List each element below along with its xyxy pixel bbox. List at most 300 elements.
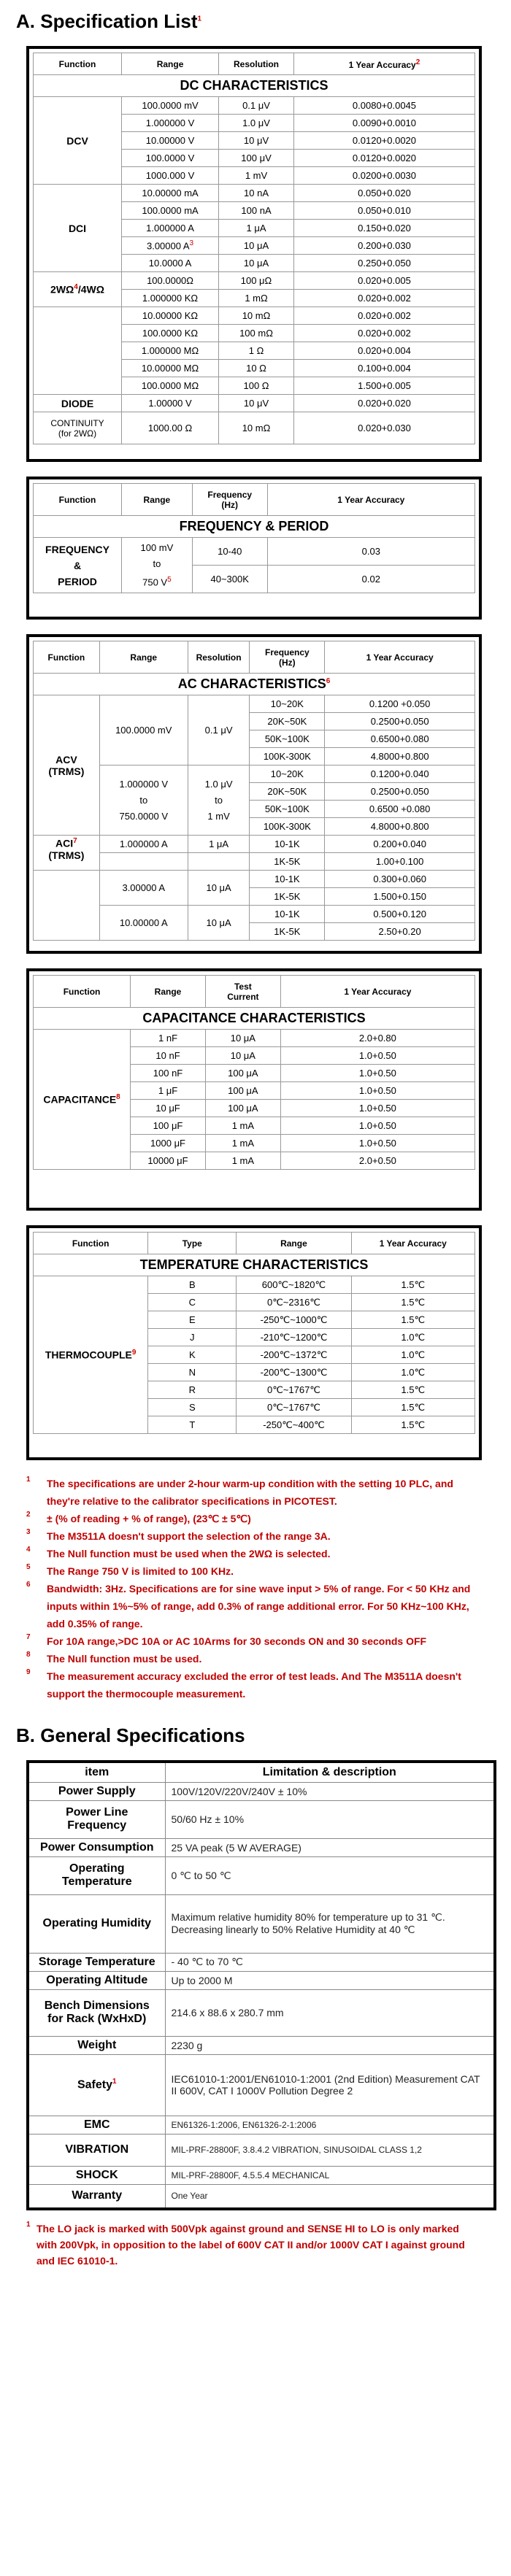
cell: 40~300K (192, 566, 267, 593)
cell: 0.020+0.004 (293, 342, 474, 360)
cell: 10 μA (219, 237, 294, 255)
fn-ohm-label2: /4WΩ (77, 283, 104, 296)
footnote-number: 3 (26, 1528, 31, 1536)
footnote-ref: 4 (74, 283, 78, 292)
cell: 10 μA (188, 871, 250, 906)
spec-key: Operating Humidity (28, 1894, 165, 1953)
cell: 1.0℃ (351, 1329, 474, 1346)
cell: 100.0000 KΩ (122, 325, 219, 342)
fn-acv-label: ACV (55, 753, 77, 766)
cell: 10 μA (219, 255, 294, 272)
fn-thermocouple-label: THERMOCOUPLE (45, 1349, 132, 1361)
cell: 100.0000 MΩ (122, 377, 219, 395)
footnote-ref: 8 (116, 1093, 120, 1102)
footnote-number: 5 (26, 1563, 31, 1571)
spec-value: - 40 ℃ to 70 ℃ (165, 1953, 495, 1971)
footnote-number: 6 (26, 1581, 31, 1589)
cell: 1 μA (188, 836, 250, 853)
cell: K (148, 1346, 237, 1364)
cell: 1000.00 Ω (122, 412, 219, 444)
cell-text: 1.0 μV (204, 778, 233, 790)
spec-value: 50/60 Hz ± 10% (165, 1800, 495, 1838)
cell: 4.8000+0.800 (325, 818, 475, 836)
cell: 0.2500+0.050 (325, 713, 475, 730)
cell: 1.0+0.50 (280, 1135, 474, 1152)
cell-text: 750.0000 V (119, 810, 168, 822)
footnote-number: 7 (26, 1633, 31, 1641)
col-function: Function (34, 1233, 148, 1254)
cell: 1.5℃ (351, 1416, 474, 1434)
fn-diode: DIODE (34, 395, 122, 412)
cell: 0.1200+0.040 (325, 766, 475, 783)
cell: 1.0 μV (219, 115, 294, 132)
footnote-text: The measurement accuracy excluded the error of test leads. And The M3511A doesn't support the thermocouple measurement. (47, 1670, 461, 1700)
cell: 1.5℃ (351, 1311, 474, 1329)
cell: 100.0000 mV (99, 695, 188, 766)
spec-key: Power Consumption (28, 1838, 165, 1856)
cell: 0℃~1767℃ (237, 1381, 351, 1399)
cell: 10-1K (250, 871, 325, 888)
cell: 3.00000 A (99, 871, 188, 906)
cell: 1.500+0.005 (293, 377, 474, 395)
cell: 0.1 μV (219, 97, 294, 115)
cell: 1.000000 V (122, 115, 219, 132)
cell: 100.0000 V (122, 150, 219, 167)
cell: 1.0+0.50 (280, 1117, 474, 1135)
cell: 10 μV (219, 395, 294, 412)
col-frequency (192, 484, 267, 516)
fn-continuity-for: (for 2WΩ) (58, 428, 97, 439)
cell: 0.6500+0.080 (325, 730, 475, 748)
col-test-label: Test (234, 981, 252, 992)
footnote-number: 9 (26, 1668, 31, 1676)
cell: -200℃~1372℃ (237, 1346, 351, 1364)
cell: 10 μA (205, 1030, 280, 1047)
cell: 1.0℃ (351, 1364, 474, 1381)
cell: 10.00000 V (122, 132, 219, 150)
cell: 10-1K (250, 906, 325, 923)
cell: 1.0℃ (351, 1346, 474, 1364)
col-accuracy: 1 Year Accuracy (351, 1233, 474, 1254)
cell: 100 μA (205, 1082, 280, 1100)
cell: 1 μA (219, 220, 294, 237)
col-range: Range (99, 641, 188, 674)
spec-value: IEC61010-1:2001/EN61010-1:2001 (2nd Edition) Measurement CAT II 600V, CAT I 1000V Pollution Degree 2 (165, 2054, 495, 2116)
cell: 100 nF (131, 1065, 206, 1082)
cell: 10000 μF (131, 1152, 206, 1170)
section-b-title: B. General Specifications (16, 1724, 245, 1746)
spec-key: EMC (28, 2116, 165, 2134)
cell: 0.02 (267, 566, 474, 593)
col-test-current (205, 976, 280, 1008)
spec-key: Operating Altitude (28, 1971, 165, 1989)
cell: 0.03 (267, 538, 474, 566)
footnote-number: 1 (26, 1476, 31, 1484)
spec-value: MIL-PRF-28800F, 4.5.5.4 MECHANICAL (165, 2166, 495, 2184)
spec-key-safety (28, 2054, 165, 2116)
cell: 10 μV (219, 132, 294, 150)
cell: 10.00000 KΩ (122, 307, 219, 325)
spec-value (165, 1894, 495, 1953)
cell-text: 1.000000 V (119, 778, 168, 790)
col-frequency-label: Frequency (265, 647, 310, 658)
cell: 0.150+0.020 (293, 220, 474, 237)
cell: 0.100+0.004 (293, 360, 474, 377)
footnote-ref: 7 (73, 837, 77, 845)
col-accuracy: 1 Year Accuracy (325, 641, 475, 674)
cell: 100 μF (131, 1117, 206, 1135)
col-range: Range (131, 976, 206, 1008)
cell: C (148, 1294, 237, 1311)
temperature-characteristics-table (26, 1225, 482, 1460)
col-accuracy-label: 1 Year Accuracy (348, 59, 416, 70)
cell: 1 mA (205, 1117, 280, 1135)
spec-key-text: Safety (77, 2078, 112, 2091)
cell: 100 μA (205, 1100, 280, 1117)
cell: 1.00+0.100 (325, 853, 475, 871)
cell: 50K~100K (250, 730, 325, 748)
cell: 1K-5K (250, 853, 325, 871)
fp-title: FREQUENCY & PERIOD (34, 516, 475, 538)
spec-key: Weight (28, 2036, 165, 2054)
cell: 100 μA (205, 1065, 280, 1082)
cell: 0.0120+0.0020 (293, 150, 474, 167)
footnote-number: 2 (26, 1511, 31, 1519)
cell: J (148, 1329, 237, 1346)
col-frequency-label: Frequency (207, 489, 253, 500)
footnote (26, 1527, 482, 1545)
cell: 100 Ω (219, 377, 294, 395)
cell: 0.020+0.005 (293, 272, 474, 290)
cell: 0.020+0.030 (293, 412, 474, 444)
fp-range-high: 750 V (142, 576, 168, 588)
cell: 0.300+0.060 (325, 871, 475, 888)
cell: 100K-300K (250, 818, 325, 836)
spec-value: 2230 g (165, 2036, 495, 2054)
cell: 0.020+0.020 (293, 395, 474, 412)
col-function: Function (34, 53, 122, 75)
footnote-ref: 1 (112, 2078, 117, 2086)
footnote (26, 1580, 482, 1632)
cell: 10~20K (250, 695, 325, 713)
footnote-ref: 1 (197, 15, 202, 23)
cell: 0.050+0.010 (293, 202, 474, 220)
fn-ohm-label: 2WΩ (50, 283, 74, 296)
fn-period: PERIOD (58, 575, 97, 587)
cell: 100 nA (219, 202, 294, 220)
fn-continuity-label: CONTINUITY (50, 417, 104, 428)
cell: 10-1K (250, 836, 325, 853)
cell: 1.500+0.150 (325, 888, 475, 906)
footnote-text: The specifications are under 2-hour warm-up condition with the setting 10 PLC, and they're relative to the calibrator specifications in PICOTEST. (47, 1478, 453, 1507)
footnote (26, 1632, 482, 1650)
col-range: Range (122, 53, 219, 75)
cell: 1 mA (205, 1135, 280, 1152)
col-function: Function (34, 484, 122, 516)
cell: 20K~50K (250, 783, 325, 801)
cell: 10 μF (131, 1100, 206, 1117)
cell: 1.0+0.50 (280, 1100, 474, 1117)
footnote (26, 1650, 482, 1667)
fn-frequency-period (34, 538, 122, 593)
cell: 600℃~1820℃ (237, 1276, 351, 1294)
spec-key: Power Supply (28, 1782, 165, 1800)
cell: 1.5℃ (351, 1381, 474, 1399)
footnote-ref: 5 (167, 575, 172, 584)
cell: 0.0080+0.0045 (293, 97, 474, 115)
spec-value: 100V/120V/220V/240V ± 10% (165, 1782, 495, 1800)
ac-title (34, 674, 475, 695)
col-limitation: Limitation & description (165, 1762, 495, 1782)
spec-key: VIBRATION (28, 2134, 165, 2166)
cell (34, 871, 100, 941)
cell: -210℃~1200℃ (237, 1329, 351, 1346)
cell: 0.020+0.002 (293, 290, 474, 307)
footnote-text: The LO jack is marked with 500Vpk against ground and SENSE HI to LO is only marked with 200Vpk, in opposition to the label of 600V CAT II and/or 1000V CAT I against ground and IEC 61010-1. (36, 2223, 465, 2267)
general-footnote (26, 2221, 482, 2269)
section-a-title (16, 10, 496, 33)
cell: 1K-5K (250, 923, 325, 941)
cell: 1.00000 V (122, 395, 219, 412)
cell: 0.200+0.040 (325, 836, 475, 853)
footnote-text: ± (% of reading + % of range), (23℃ ± 5℃) (47, 1513, 251, 1524)
cell: 10 nF (131, 1047, 206, 1065)
cell: 1.0+0.50 (280, 1082, 474, 1100)
cell: 100.0000Ω (122, 272, 219, 290)
col-range: Range (122, 484, 193, 516)
spec-value: EN61326-1:2006, EN61326-2-1:2006 (165, 2116, 495, 2134)
fp-range (122, 538, 193, 593)
spec-value: MIL-PRF-28800F, 3.8.4.2 VIBRATION, SINUSOIDAL CLASS 1,2 (165, 2134, 495, 2166)
col-accuracy: 1 Year Accuracy (280, 976, 474, 1008)
footnote-ref: 3 (189, 239, 194, 248)
cell: 0.020+0.002 (293, 325, 474, 342)
cell: 1 nF (131, 1030, 206, 1047)
fn-acv-trms: (TRMS) (48, 765, 85, 777)
cell: 0.050+0.020 (293, 185, 474, 202)
cell: 1.000000 A (99, 836, 188, 853)
cell-text: 3.00000 A (146, 240, 190, 252)
cell: 10 μA (188, 906, 250, 941)
cell: 1.000000 MΩ (122, 342, 219, 360)
cell: 10 Ω (219, 360, 294, 377)
cell: 1.000000 A (122, 220, 219, 237)
cell: 100 μΩ (219, 272, 294, 290)
fn-acv (34, 695, 100, 836)
cell: 1000 μF (131, 1135, 206, 1152)
cell: 1 mA (205, 1152, 280, 1170)
cell: T (148, 1416, 237, 1434)
cell: -250℃~400℃ (237, 1416, 351, 1434)
footnote (26, 1545, 482, 1562)
cell: 10 μA (205, 1047, 280, 1065)
cell-text: to (139, 794, 148, 806)
fn-capacitance (34, 1030, 131, 1170)
cell: 1 μF (131, 1082, 206, 1100)
cell: 1000.000 V (122, 167, 219, 185)
cell: 0.200+0.030 (293, 237, 474, 255)
cell: 0.0120+0.0020 (293, 132, 474, 150)
cell: S (148, 1399, 237, 1416)
cell: 1.5℃ (351, 1294, 474, 1311)
cell: 1.5℃ (351, 1399, 474, 1416)
cell: 10 mΩ (219, 412, 294, 444)
cell: B (148, 1276, 237, 1294)
fp-range-low: 100 mV (140, 541, 174, 553)
dc-title: DC CHARACTERISTICS (34, 75, 475, 97)
cell (122, 237, 219, 255)
cell: 1 mΩ (219, 290, 294, 307)
col-item: item (28, 1762, 165, 1782)
col-frequency-unit: (Hz) (279, 657, 296, 668)
footnote (26, 1475, 482, 1510)
footnote-text: The M3511A doesn't support the selection of the range 3A. (47, 1530, 331, 1542)
fn-ohm (34, 272, 122, 307)
general-specifications-table (26, 1760, 496, 2210)
footnote-text: The Null function must be used when the 2WΩ is selected. (47, 1548, 331, 1559)
cell: 0.6500 +0.080 (325, 801, 475, 818)
spec-key: SHOCK (28, 2166, 165, 2184)
capacitance-characteristics-table (26, 968, 482, 1211)
col-function: Function (34, 976, 131, 1008)
spec-value-text: Maximum relative humidity 80% for temperature up to 31 ℃. Decreasing linearly to 50% Relative Humidity at 40 ℃ (171, 1911, 445, 1935)
col-current-label: Current (227, 991, 259, 1002)
footnote-text: For 10A range,>DC 10A or AC 10Arms for 30 seconds ON and 30 seconds OFF (47, 1635, 427, 1647)
spec-value: 214.6 x 88.6 x 280.7 mm (165, 1989, 495, 2036)
footnotes (26, 1475, 482, 1702)
fn-thermocouple (34, 1276, 148, 1434)
ac-title-text: AC CHARACTERISTICS (177, 676, 326, 691)
dc-characteristics-table (26, 46, 482, 462)
cell (188, 766, 250, 836)
cell-text: to (215, 794, 223, 806)
spec-value: 25 VA peak (5 W AVERAGE) (165, 1838, 495, 1856)
spec-key: Warranty (28, 2184, 165, 2209)
spec-key: Power Line Frequency (28, 1800, 165, 1838)
cell: 0.0200+0.0030 (293, 167, 474, 185)
fn-capacitance-label: CAPACITANCE (43, 1093, 117, 1106)
fn-dci: DCI (34, 185, 122, 272)
cell: 0.250+0.050 (293, 255, 474, 272)
footnote-number: 1 (26, 2221, 31, 2229)
cell: 2.0+0.50 (280, 1152, 474, 1170)
cap-title: CAPACITANCE CHARACTERISTICS (34, 1008, 475, 1030)
fn-continuity (34, 412, 122, 444)
cell: 1.000000 KΩ (122, 290, 219, 307)
cell: 100.0000 mV (122, 97, 219, 115)
cell: 50K~100K (250, 801, 325, 818)
spec-key: Storage Temperature (28, 1953, 165, 1971)
cell: 1.0+0.50 (280, 1065, 474, 1082)
cell: 0.500+0.120 (325, 906, 475, 923)
cell: N (148, 1364, 237, 1381)
cell (188, 853, 250, 871)
cell-text: 1 mV (207, 810, 230, 822)
cell: 0℃~1767℃ (237, 1399, 351, 1416)
footnote (26, 1667, 482, 1702)
temp-title: TEMPERATURE CHARACTERISTICS (34, 1254, 475, 1276)
cell: 0.020+0.002 (293, 307, 474, 325)
col-resolution: Resolution (188, 641, 250, 674)
col-range: Range (237, 1233, 351, 1254)
fn-aci-label: ACI (55, 837, 74, 849)
fn-aci (34, 836, 100, 871)
spec-key: Bench Dimensions for Rack (WxHxD) (28, 1989, 165, 2036)
fn-dcv: DCV (34, 97, 122, 185)
cell: 2.0+0.80 (280, 1030, 474, 1047)
col-accuracy (293, 53, 474, 75)
cell: 1 mV (219, 167, 294, 185)
cell: 1.0+0.50 (280, 1047, 474, 1065)
fp-range-to: to (153, 558, 161, 569)
cell: -200℃~1300℃ (237, 1364, 351, 1381)
cell: 10.00000 MΩ (122, 360, 219, 377)
cell: 10.00000 A (99, 906, 188, 941)
cell (99, 853, 188, 871)
cell: 1 Ω (219, 342, 294, 360)
cell: 1K-5K (250, 888, 325, 906)
spec-value: 0 ℃ to 50 ℃ (165, 1856, 495, 1894)
cell: 10 nA (219, 185, 294, 202)
cell: -250℃~1000℃ (237, 1311, 351, 1329)
footnote-text: Bandwidth: 3Hz. Specifications are for sine wave input > 5% of range. For < 50 KHz and inputs within 1%~5% of range, add 0.3% of range additional error. For 50 KHz~100 KHz, add 0.35% of range. (47, 1583, 471, 1630)
col-frequency (250, 641, 325, 674)
cell: 20K~50K (250, 713, 325, 730)
ac-characteristics-table (26, 634, 482, 954)
cell: 0.0090+0.0010 (293, 115, 474, 132)
cell: 0.2500+0.050 (325, 783, 475, 801)
cell: 10.0000 A (122, 255, 219, 272)
fn-aci-trms: (TRMS) (48, 849, 85, 861)
cell (99, 766, 188, 836)
fn-ohm-empty (34, 307, 122, 395)
fn-amp: & (73, 559, 82, 571)
cell: 100.0000 mA (122, 202, 219, 220)
footnote-ref: 9 (131, 1349, 137, 1357)
cell: 4.8000+0.800 (325, 748, 475, 766)
cell: 10-40 (192, 538, 267, 566)
cell: 10 mΩ (219, 307, 294, 325)
footnote (26, 1510, 482, 1527)
col-accuracy: 1 Year Accuracy (267, 484, 474, 516)
cell: 100 μV (219, 150, 294, 167)
cell: 10~20K (250, 766, 325, 783)
spec-key: Operating Temperature (28, 1856, 165, 1894)
footnote-number: 4 (26, 1546, 31, 1554)
section-a-title-text: A. Specification List (16, 10, 198, 32)
fn-frequency: FREQUENCY (45, 543, 110, 555)
spec-value: Up to 2000 M (165, 1971, 495, 1989)
col-function: Function (34, 641, 100, 674)
cell: 100K-300K (250, 748, 325, 766)
footnote-ref: 6 (326, 677, 331, 685)
cell: 100 mΩ (219, 325, 294, 342)
footnote-ref: 2 (415, 58, 420, 66)
cell: E (148, 1311, 237, 1329)
cell: R (148, 1381, 237, 1399)
frequency-period-table (26, 477, 482, 620)
cell: 10.00000 mA (122, 185, 219, 202)
footnote (26, 1562, 482, 1580)
cell: 0.1200 +0.050 (325, 695, 475, 713)
col-resolution: Resolution (219, 53, 294, 75)
footnote-number: 8 (26, 1651, 31, 1659)
cell: 2.50+0.20 (325, 923, 475, 941)
footnote-text: The Null function must be used. (47, 1653, 202, 1665)
spec-value: One Year (165, 2184, 495, 2209)
col-frequency-unit: (Hz) (221, 499, 239, 510)
footnote-text: The Range 750 V is limited to 100 KHz. (47, 1565, 234, 1577)
